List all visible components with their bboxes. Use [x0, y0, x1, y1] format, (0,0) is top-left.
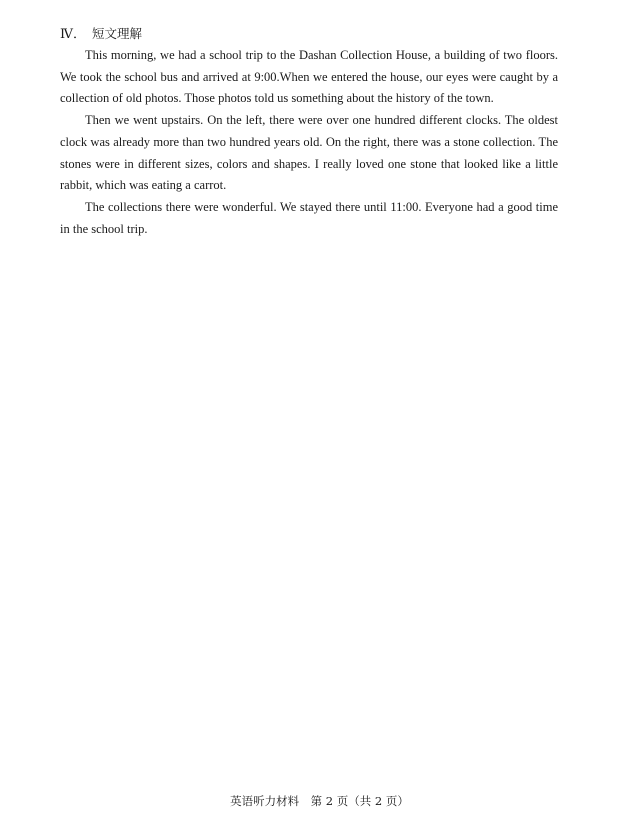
- paragraph-3: The collections there were wonderful. We stayed there until 11:00. Everyone had a good time in the school trip.: [60, 199, 558, 236]
- section-title: 短文理解: [92, 26, 143, 41]
- paragraph-1: This morning, we had a school trip to the Dashan Collection House, a building of two floors. We took the school bus and arrived at 9:00.When we entered the house, our eyes were caught by a collection of old photos. Those photos told us something about the history of the town.: [60, 48, 558, 106]
- paragraph-2: Then we went upstairs. On the left, there were over one hundred different clocks. The oldest clock was already more than two hundred years old. On the right, there was a stone collection. The stones were in different sizes, colors and shapes. I really loved one stone that looked like a little rabbit, which was eating a carrot.: [60, 113, 558, 193]
- page-footer: 英语听力材料 第 2 页（共 2 页）: [230, 794, 409, 808]
- section-heading: [60, 24, 558, 44]
- section-number: Ⅳ．: [60, 26, 86, 41]
- document-body: [60, 24, 558, 240]
